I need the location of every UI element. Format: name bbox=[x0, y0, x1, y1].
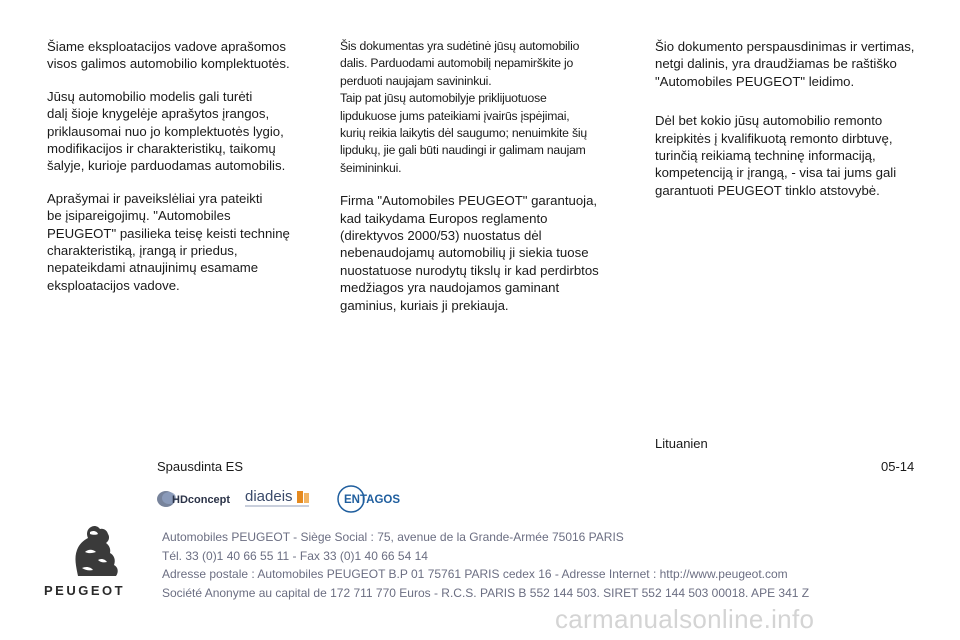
text-column-2 bbox=[340, 38, 625, 329]
diadeis-logo bbox=[243, 484, 318, 514]
paragraph-repairs: Dėl bet kokio jūsų automobilio remonto kreipkitės į kvalifikuotą remonto dirbtuvę, turinčią reikiamą techninę informaciją, kompetenciją ir įrangą, - visa tai jums gali garantuoti PEUGEOT tinklo atstovybė. bbox=[655, 113, 897, 198]
paragraph-document-part: Šis dokumentas yra sudėtinė jūsų automobilio dalis. Parduodami automobilį nepamirškite jo perduoti naujajam savininkui. Taip pat jūsų automobilyje priklijuotuose lipdukuose jums pateikiami įvairūs įspėjimai, kurių reikia laikytis dėl saugumo; nenuimkite šių lipdukų, jie gali būti naudingi ir galimam naujam šeimininkui. bbox=[340, 39, 587, 175]
company-footer bbox=[162, 528, 809, 602]
text-column-3 bbox=[655, 38, 935, 214]
watermark: carmanualsonline.info bbox=[555, 604, 815, 634]
printed-in-label: Spausdinta ES bbox=[157, 459, 244, 474]
text-column-1 bbox=[47, 38, 317, 309]
footer-registration: Société Anonyme au capital de 172 711 770 Euros - R.C.S. PARIS B 552 144 503. SIRET 552 144 503 00018. APE 341 Z bbox=[162, 585, 810, 600]
paragraph-versions: Šiame eksploatacijos vadove aprašomos visos galimos automobilio komplektuotės. bbox=[47, 39, 290, 72]
footer-phone-fax: Tél. 33 (0)1 40 66 55 11 - Fax 33 (0)1 40 66 54 14 bbox=[162, 548, 428, 563]
entagos-logo-text: ENTAGOS bbox=[344, 494, 401, 506]
brand-name: PEUGEOT bbox=[44, 583, 126, 598]
footer-headquarters: Automobiles PEUGEOT - Siège Social : 75, avenue de la Grande-Armée 75016 PARIS bbox=[162, 530, 624, 544]
hdconcept-logo bbox=[155, 484, 230, 514]
footer-postal-address[interactable]: Adresse postale : Automobiles PEUGEOT B.P 01 75761 PARIS cedex 16 - Adresse Internet : http://www.peugeot.com bbox=[162, 567, 788, 581]
edition-code: 05-14 bbox=[881, 459, 915, 474]
language-label: Lituanien bbox=[655, 436, 708, 451]
paragraph-reproduction: Šio dokumento perspausdinimas ir vertimas, netgi dalinis, yra draudžiamas be raštiško "Automobiles PEUGEOT" leidimo. bbox=[655, 39, 915, 89]
paragraph-recycling: Firma "Automobiles PEUGEOT" garantuoja, kad taikydama Europos reglamento (direktyvos 2000/53) nuostatus dėl nebenaudojamų automobilių ji siekia tuose nuostatuose nurodytų tikslų ir kad perdirbtos medžiagos yra naudojamos gaminant gaminius, kuriais ji prekiauja. bbox=[340, 193, 599, 313]
entagos-logo bbox=[336, 484, 411, 514]
diadeis-logo-text: diadeis bbox=[245, 488, 293, 505]
hdconcept-logo-text: HDconcept bbox=[172, 494, 230, 506]
paragraph-descriptions: Aprašymai ir paveikslėliai yra pateikti be įsipareigojimų. "Automobiles PEUGEOT" pasilieka teisę keisti techninę charakteristiką, įrangą ir priedus, nepateikdami atnaujinimų esamame eksploatacijos vadove. bbox=[47, 190, 290, 293]
paragraph-equipment: Jūsų automobilio modelis gali turėti dalį šioje knygelėje aprašytos įrangos, priklausomai nuo jo komplektuotės lygio, modifikacijos ir charakteristikų, taikomų šalyje, kurioje parduodamas automobilis. bbox=[47, 88, 286, 174]
